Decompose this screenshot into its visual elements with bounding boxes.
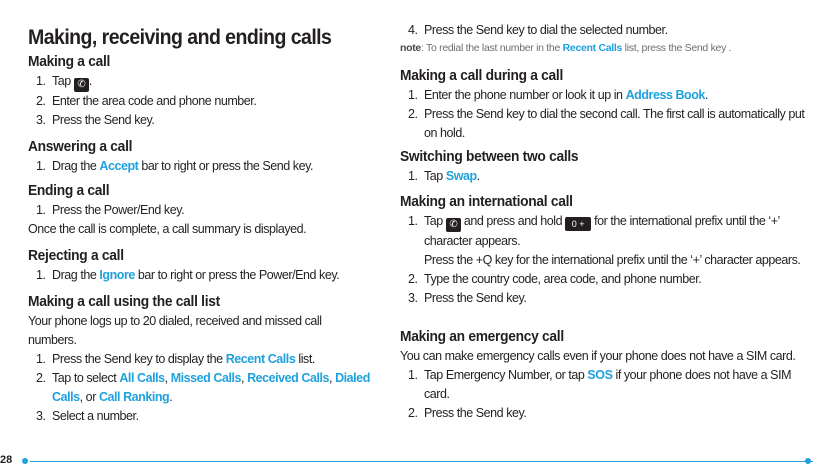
list-item-alt: Press the +Q key for the international prefix until the ‘+’ character appears. [424, 253, 801, 267]
swap-keyword: Swap [445, 169, 477, 183]
page-number: 28 [0, 454, 13, 466]
list-item: 2. Press the Send key. [408, 406, 527, 420]
note: note: To redial the last number in the Recent Calls list, press the Send key . [400, 42, 732, 54]
sos-keyword: SOS [587, 368, 613, 382]
section-emergency [400, 327, 805, 423]
section-heading: Making an international call [400, 194, 573, 210]
list-item: 2. Tap to select All Calls, Missed Calls, Received Calls, Dialed Calls, or Call Ranking. [36, 371, 370, 404]
section-switching [400, 147, 805, 186]
footer-dot [22, 458, 28, 464]
section-heading: Ending a call [28, 183, 110, 199]
list-item: 2. Press the Send key to dial the second call. The first call is automatically put on hold. [408, 107, 805, 140]
section-heading: Rejecting a call [28, 248, 124, 264]
paragraph: Once the call is complete, a call summary is displayed. [28, 222, 307, 236]
list-item: 1. Tap ✆ . [36, 74, 92, 90]
list-item: 1. Tap Emergency Number, or tap SOS if your phone does not have a SIM card. [408, 368, 792, 401]
list-item: 3. Press the Send key. [36, 113, 155, 127]
section-rejecting [28, 246, 373, 285]
section-answering [28, 137, 373, 176]
section-call-list [28, 292, 373, 426]
accept-keyword: Accept [99, 159, 139, 173]
section-heading: Making a call [28, 54, 111, 70]
phone-icon: ✆ [74, 78, 89, 92]
list-item: 2. Type the country code, area code, and phone number. [408, 272, 702, 286]
list-item: 3. Press the Send key. [408, 291, 527, 305]
list-item: 1. Tap ✆ and press and hold 0 + for the international prefix until the ‘+’ character appears. [408, 214, 780, 248]
ignore-keyword: Ignore [99, 268, 135, 282]
list-item: 1. Tap Swap. [408, 169, 480, 183]
section-call-during-call [400, 66, 805, 143]
list-item: 2. Enter the area code and phone number. [36, 94, 257, 108]
section-ending [28, 181, 373, 239]
list-item: 1. Enter the phone number or look it up in Address Book. [408, 88, 708, 102]
page-title: Making, receiving and ending calls [28, 26, 332, 49]
footer-dot [805, 458, 811, 464]
zero-plus-key-icon: 0 + [565, 217, 591, 231]
section-making-a-call [28, 52, 373, 130]
footer-rule [30, 461, 813, 462]
section-international [400, 192, 805, 308]
paragraph: Your phone logs up to 20 dialed, received and missed call numbers. [28, 314, 322, 347]
paragraph: You can make emergency calls even if your phone does not have a SIM card. [400, 349, 796, 363]
phone-icon: ✆ [446, 218, 461, 232]
address-book-keyword: Address Book [625, 88, 705, 102]
section-heading: Answering a call [28, 139, 133, 155]
list-item: 1. Drag the Accept bar to right or press the Send key. [36, 159, 313, 173]
list-item: 1. Drag the Ignore bar to right or press the Power/End key. [36, 268, 340, 282]
list-item: 3. Select a number. [36, 409, 139, 423]
list-item: 1. Press the Send key to display the Recent Calls list. [36, 352, 315, 366]
continued-step [400, 21, 805, 56]
section-heading: Making a call during a call [400, 68, 564, 84]
recent-calls-keyword: Recent Calls [225, 352, 296, 366]
list-item: 4. Press the Send key to dial the selected number. [408, 23, 668, 37]
section-heading: Making a call using the call list [28, 294, 220, 310]
section-heading: Making an emergency call [400, 329, 564, 345]
section-heading: Switching between two calls [400, 149, 579, 165]
list-item: 1. Press the Power/End key. [36, 203, 185, 217]
